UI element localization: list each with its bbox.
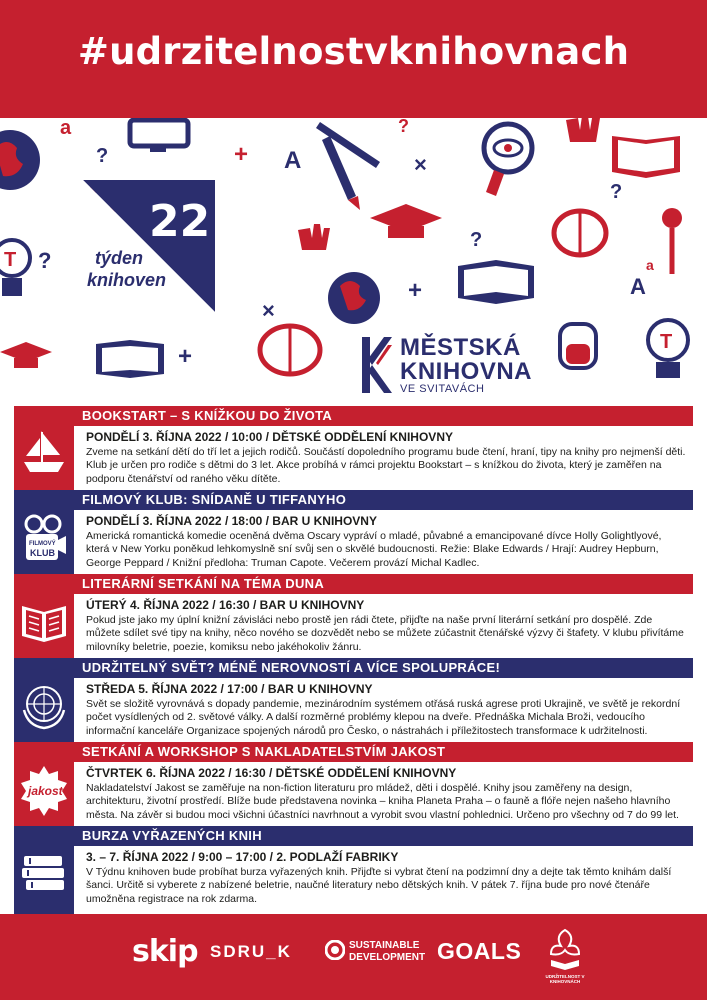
svg-text:T: T <box>660 331 673 353</box>
event-item <box>14 406 693 490</box>
jakost-label: jakost <box>28 784 63 798</box>
graduation-cap-icon <box>370 204 442 238</box>
event-title: FILMOVÝ KLUB: SNÍDANĚ U TIFFANYHO <box>82 492 347 507</box>
sdg-line1: SUSTAINABLE <box>349 940 420 951</box>
event-body <box>86 430 686 486</box>
globe-icon <box>0 130 40 190</box>
event-description: Svět se složitě vyrovnává s dopady pandemie, mezinárodním systémem otřásá ruská agrese proti Ukrajině, ve světě je rekordní počet vysídlených od 2. světové války. A další rozměrné problémy klepou na dveře. Přednáška Michala Broži, vedoucího informační kanceláře Organizace spojených národů pro Česko, o nástrahách i příležitostech transformace k udržitelnosti. <box>86 698 681 737</box>
logo-line2: knihoven <box>87 270 167 290</box>
event-description: V Týdnu knihoven bude probíhat burza vyřazených knih. Přijďte si vybrat čtení na podzimní dny a dejte tak těmto knihám další šanci. Určitě si vyberete z nabízené beletrie, naučné literatury nebo dětských knih. V pátek 7. října bude pro nové čtenáře umožněna registrace na rok zdarma. <box>86 866 672 905</box>
open-book-icon-mid <box>458 260 534 304</box>
sdg-wheel-icon <box>325 940 345 960</box>
events-list <box>14 406 693 916</box>
question-icon: ? <box>96 145 109 167</box>
event-description: Pokud jste jako my úplní knižní závisláci nebo prostě jen rádi čtete, přijďte na naše první literární setkání pro dospělé. Zde můžete sdílet své tipy na knihy, něco nového se dozvědět nebo se můžete zúčastnit čtenářské výzvy či štafety. V klubu přivítáme milovníky beletrie, poezie, komiksu nebo jakéhokoliv žánru. <box>86 614 684 653</box>
event-item <box>14 742 693 826</box>
event-when: ÚTERÝ 4. ŘÍJNA 2022 / 16:30 / BAR U KNIHOVNY <box>86 598 365 612</box>
event-when: ČTVRTEK 6. ŘÍJNA 2022 / 16:30 / DĚTSKÉ ODDĚLENÍ KNIHOVNY <box>86 766 457 780</box>
monitor-icon <box>130 120 188 152</box>
event-body <box>86 514 686 570</box>
grad-cap-left-icon <box>0 342 52 368</box>
hand-icon <box>566 118 600 142</box>
event-header <box>14 574 693 594</box>
event-header <box>14 826 693 846</box>
times-icon: × <box>414 152 427 177</box>
event-header <box>14 406 693 426</box>
question3-icon: ? <box>610 181 623 203</box>
event-item <box>14 574 693 658</box>
logo-number: 22 <box>149 196 211 247</box>
event-title: UDRŽITELNÝ SVĚT? MÉNĚ NEROVNOSTÍ A VÍCE SPOLUPRÁCE! <box>82 660 501 675</box>
event-body <box>86 850 686 906</box>
question4-icon: ? <box>470 229 483 251</box>
event-description: Americká romantická komedie oceněná dvěma Oscary vypráví o mladé, půvabné a emancipované dívce Holly Golightlyové, která v New Yorku poněkud lehkomyslně sní svůj sen o skvělé budoucnosti. Režie: Blake Edwards / Hrají: Audrey Hepburn, George Peppard / Knižní předloha: Truman Capote. Večerem provází Michal Kadlec. <box>86 530 662 569</box>
library-k-icon <box>358 335 396 395</box>
film-label-2: KLUB <box>30 548 55 558</box>
event-when: PONDĚLÍ 3. ŘÍJNA 2022 / 10:00 / DĚTSKÉ ODDĚLENÍ KNIHOVNY <box>86 430 453 444</box>
event-header <box>14 742 693 762</box>
globe-icon-mid <box>328 272 380 324</box>
footer-band <box>0 914 707 1000</box>
event-description: Nakladatelství Jakost se zaměřuje na non-fiction literaturu pro mládež, děti i dospělé. Knihy jsou zaměřeny na design, architekturu, životní prostředí. Blíže bude představena novinka – kniha Planeta Praha – o fauně a flóře nejen našeho hlavního města. Na závěr si budou moci všichni účastníci navrhnout a vyrobit svou vlastní pohlednici. Určeno pro všechny od 7 do 99 let. <box>86 782 679 821</box>
sustainability-label: UDRŽITELNOST V KNIHOVNÁCH <box>545 974 585 984</box>
hashtag-title: #udrzitelnostvknihovnach <box>77 30 630 73</box>
jakost-badge-icon <box>20 764 68 816</box>
event-item <box>14 490 693 574</box>
event-body <box>86 766 686 822</box>
magnifier-eye-icon <box>484 124 532 196</box>
hand-red-icon <box>298 224 330 250</box>
question5-icon: ? <box>38 248 52 273</box>
plus-icon: + <box>234 141 249 168</box>
question2-icon: ? <box>398 118 409 136</box>
event-title: SETKÁNÍ A WORKSHOP S NAKLADATELSTVÍM JAKOST <box>82 744 446 759</box>
plus2-icon: + <box>408 277 423 304</box>
open-book-icon-top <box>612 136 680 178</box>
library-logo <box>358 335 558 395</box>
event-description: Zveme na setkání dětí do tří let a jejich rodičů. Součástí dopoledního programu bude čtení, hraní, tipy na knihy pro nejmenší děti. Klub je určen pro rodiče s dětmi do 3 let. Akce probíhá v rámci projektu Bookstart – s knížkou do života, který je zaměřen na podporu čtenářství od raného věku dítěte. <box>86 446 686 485</box>
book-stack-icon <box>20 848 68 900</box>
sustainability-tree-icon <box>545 926 585 972</box>
flower-icon <box>662 208 682 274</box>
header-band <box>0 0 707 118</box>
event-title: LITERÁRNÍ SETKÁNÍ NA TÉMA DUNA <box>82 576 325 591</box>
event-when: 3. – 7. ŘÍJNA 2022 / 9:00 – 17:00 / 2. PODLAŽÍ FABRIKY <box>86 850 399 864</box>
brain-icon-right <box>554 211 606 255</box>
event-title: BOOKSTART – S KNÍŽKOU DO ŽIVOTA <box>82 408 333 423</box>
letter-a2-icon: A <box>284 147 302 174</box>
event-when: STŘEDA 5. ŘÍJNA 2022 / 17:00 / BAR U KNIHOVNY <box>86 682 373 696</box>
letter-a3-icon: A <box>630 274 646 299</box>
event-title: BURZA VYŘAZENÝCH KNIH <box>82 828 262 843</box>
film-camera-icon <box>20 512 68 564</box>
letter-a4-icon: a <box>646 257 654 273</box>
library-name-line2: KNIHOVNA <box>400 358 533 385</box>
times2-icon: × <box>262 298 275 323</box>
lightbulb-icon-right <box>648 320 688 378</box>
sdruk-logo: SDRU_K <box>210 942 292 961</box>
event-body <box>86 598 686 654</box>
event-header <box>14 490 693 510</box>
week-of-libraries-logo <box>83 180 215 312</box>
event-item <box>14 826 693 916</box>
lightbulb-icon-left <box>0 240 30 296</box>
skip-logo: skip <box>132 934 198 969</box>
event-when: PONDĚLÍ 3. ŘÍJNA 2022 / 18:00 / BAR U KNIHOVNY <box>86 514 377 528</box>
sdg-line2: DEVELOPMENT <box>349 952 426 963</box>
jar-icon <box>560 324 596 368</box>
un-emblem-icon <box>20 680 68 732</box>
brain-icon-left <box>260 326 320 374</box>
event-item <box>14 658 693 742</box>
event-body <box>86 682 686 738</box>
sdg-goals: GOALS <box>437 938 522 964</box>
library-name-line3: VE SVITAVÁCH <box>400 383 485 395</box>
plus3-icon: + <box>178 343 193 370</box>
film-label-1: FILMOVÝ <box>29 541 56 547</box>
open-book-icon-left <box>96 340 164 378</box>
open-book-icon <box>20 596 68 648</box>
letter-a-icon: a <box>60 118 72 139</box>
event-header <box>14 658 693 678</box>
svg-text:T: T <box>4 249 17 271</box>
bookstart-ship-icon <box>20 428 68 480</box>
library-name-line1: MĚSTSKÁ <box>400 334 521 361</box>
logo-line1: týden <box>95 248 144 268</box>
